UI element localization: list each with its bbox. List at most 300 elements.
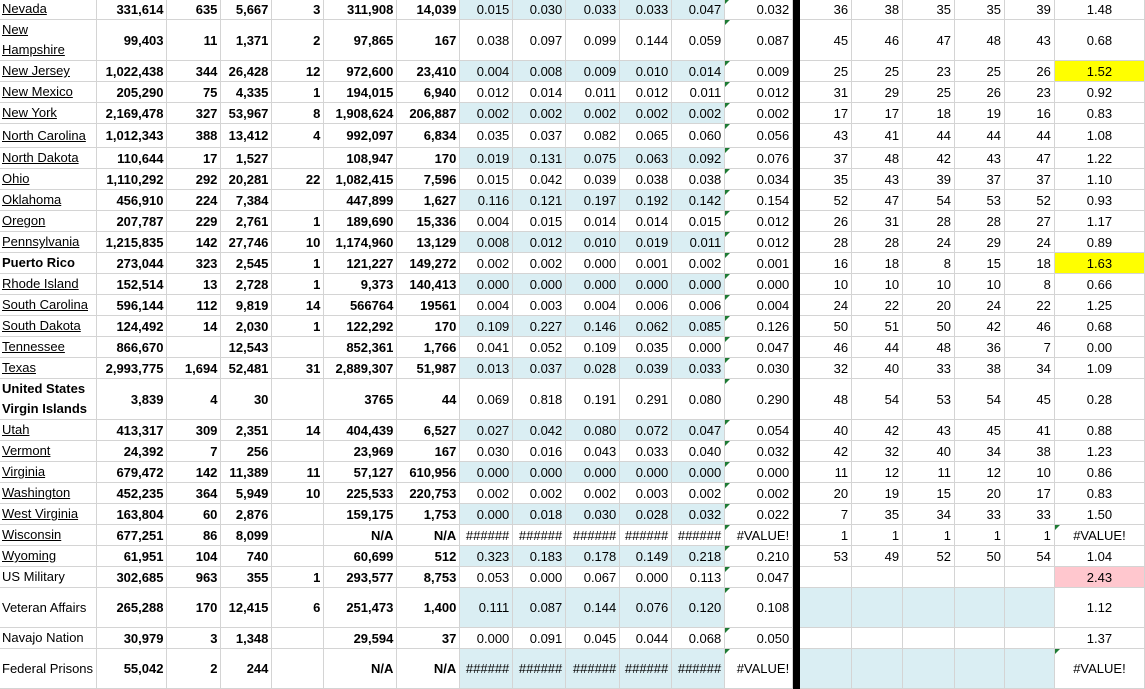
ratio-cell[interactable]: 0.016	[513, 441, 566, 462]
index-cell[interactable]: 1.12	[1054, 588, 1144, 628]
rank-cell[interactable]: 47	[1004, 148, 1054, 169]
rank-cell[interactable]: 20	[903, 295, 955, 316]
rank-cell[interactable]: 54	[955, 379, 1005, 420]
rank-cell[interactable]: 48	[955, 20, 1005, 61]
ratio-cell[interactable]: 0.002	[460, 253, 513, 274]
count-cell[interactable]: 52,481	[221, 358, 272, 379]
rank-cell[interactable]: 43	[955, 148, 1005, 169]
ratio-cell[interactable]: 0.040	[672, 441, 725, 462]
average-cell[interactable]: 0.032	[725, 441, 793, 462]
count-cell[interactable]: 1,022,438	[97, 61, 167, 82]
rank-cell[interactable]: 43	[852, 169, 903, 190]
rank-cell[interactable]: 35	[903, 0, 955, 20]
ratio-cell[interactable]: 0.033	[566, 0, 620, 20]
count-cell[interactable]: 256	[221, 441, 272, 462]
row-label-cell[interactable]	[0, 441, 97, 462]
count-cell[interactable]: 447,899	[324, 190, 397, 211]
rank-cell[interactable]: 27	[1004, 211, 1054, 232]
rank-cell[interactable]: 28	[800, 232, 852, 253]
ratio-cell[interactable]: 0.038	[460, 20, 513, 61]
count-cell[interactable]: 104	[167, 546, 221, 567]
ratio-cell[interactable]: 0.000	[672, 337, 725, 358]
average-cell[interactable]: 0.032	[725, 0, 793, 20]
rank-cell[interactable]: 33	[955, 504, 1005, 525]
count-cell[interactable]: 229	[167, 211, 221, 232]
ratio-cell[interactable]: 0.028	[620, 504, 672, 525]
ratio-cell[interactable]: 0.111	[460, 588, 513, 628]
rank-cell[interactable]: 44	[1004, 124, 1054, 148]
rank-cell[interactable]	[852, 628, 903, 649]
count-cell[interactable]: 29,594	[324, 628, 397, 649]
count-cell[interactable]: 344	[167, 61, 221, 82]
ratio-cell[interactable]: 0.059	[672, 20, 725, 61]
count-cell[interactable]: 15,336	[397, 211, 460, 232]
ratio-cell[interactable]: 0.085	[672, 316, 725, 337]
count-cell[interactable]: 37	[397, 628, 460, 649]
count-cell[interactable]: 566764	[324, 295, 397, 316]
count-cell[interactable]: 7	[167, 441, 221, 462]
rank-cell[interactable]: 1	[852, 525, 903, 546]
count-cell[interactable]: 1	[272, 274, 324, 295]
count-cell[interactable]	[272, 525, 324, 546]
count-cell[interactable]: 1,215,835	[97, 232, 167, 253]
ratio-cell[interactable]: 0.009	[566, 61, 620, 82]
ratio-cell[interactable]: 0.068	[672, 628, 725, 649]
ratio-cell[interactable]: 0.013	[460, 358, 513, 379]
ratio-cell[interactable]: ######	[513, 525, 566, 546]
average-cell[interactable]: 0.012	[725, 211, 793, 232]
average-cell[interactable]: 0.000	[725, 462, 793, 483]
count-cell[interactable]: 124,492	[97, 316, 167, 337]
rank-cell[interactable]: 12	[852, 462, 903, 483]
rank-cell[interactable]	[903, 567, 955, 588]
rank-cell[interactable]: 25	[800, 61, 852, 82]
index-cell[interactable]: 0.83	[1054, 483, 1144, 504]
average-cell[interactable]: 0.030	[725, 358, 793, 379]
ratio-cell[interactable]: 0.002	[672, 483, 725, 504]
average-cell[interactable]: 0.126	[725, 316, 793, 337]
rank-cell[interactable]: 54	[903, 190, 955, 211]
count-cell[interactable]: 2	[167, 649, 221, 689]
count-cell[interactable]: 3	[272, 0, 324, 20]
count-cell[interactable]: 1	[272, 82, 324, 103]
count-cell[interactable]: 309	[167, 420, 221, 441]
rank-cell[interactable]: 46	[852, 20, 903, 61]
ratio-cell[interactable]: 0.291	[620, 379, 672, 420]
ratio-cell[interactable]: 0.002	[513, 253, 566, 274]
count-cell[interactable]: 12	[272, 61, 324, 82]
count-cell[interactable]: 293,577	[324, 567, 397, 588]
ratio-cell[interactable]: 0.004	[460, 295, 513, 316]
ratio-cell[interactable]: 0.000	[672, 274, 725, 295]
count-cell[interactable]: 170	[397, 316, 460, 337]
state-link[interactable]: New Mexico	[2, 84, 73, 99]
average-cell[interactable]: 0.012	[725, 232, 793, 253]
ratio-cell[interactable]: 0.113	[672, 567, 725, 588]
ratio-cell[interactable]: 0.014	[513, 82, 566, 103]
rank-cell[interactable]: 25	[903, 82, 955, 103]
ratio-cell[interactable]: 0.015	[513, 211, 566, 232]
row-label-cell[interactable]	[0, 124, 97, 148]
rank-cell[interactable]: 18	[1004, 253, 1054, 274]
rank-cell[interactable]: 24	[800, 295, 852, 316]
ratio-cell[interactable]: 0.099	[566, 20, 620, 61]
count-cell[interactable]: 9,819	[221, 295, 272, 316]
ratio-cell[interactable]: 0.015	[460, 0, 513, 20]
row-label-cell[interactable]	[0, 504, 97, 525]
ratio-cell[interactable]: 0.030	[513, 0, 566, 20]
rank-cell[interactable]: 40	[800, 420, 852, 441]
count-cell[interactable]: 1	[272, 253, 324, 274]
rank-cell[interactable]: 16	[1004, 103, 1054, 124]
rank-cell[interactable]: 50	[903, 316, 955, 337]
index-cell[interactable]: #VALUE!	[1054, 525, 1144, 546]
state-link[interactable]: Oregon	[2, 213, 46, 228]
ratio-cell[interactable]: ######	[566, 525, 620, 546]
ratio-cell[interactable]: 0.076	[620, 588, 672, 628]
row-label-cell[interactable]	[0, 20, 97, 61]
count-cell[interactable]: 355	[221, 567, 272, 588]
row-label-cell[interactable]	[0, 295, 97, 316]
count-cell[interactable]: 110,644	[97, 148, 167, 169]
rank-cell[interactable]: 20	[955, 483, 1005, 504]
count-cell[interactable]: 456,910	[97, 190, 167, 211]
ratio-cell[interactable]: 0.000	[566, 462, 620, 483]
rank-cell[interactable]: 24	[903, 232, 955, 253]
index-cell[interactable]: 0.86	[1054, 462, 1144, 483]
ratio-cell[interactable]: 0.002	[513, 103, 566, 124]
ratio-cell[interactable]: 0.080	[672, 379, 725, 420]
rank-cell[interactable]	[1004, 567, 1054, 588]
ratio-cell[interactable]: 0.004	[566, 295, 620, 316]
count-cell[interactable]: 14	[272, 420, 324, 441]
count-cell[interactable]: 1	[272, 567, 324, 588]
count-cell[interactable]: 194,015	[324, 82, 397, 103]
rank-cell[interactable]: 1	[903, 525, 955, 546]
index-cell[interactable]: 0.28	[1054, 379, 1144, 420]
count-cell[interactable]: 1,012,343	[97, 124, 167, 148]
count-cell[interactable]: 679,472	[97, 462, 167, 483]
count-cell[interactable]: 1,766	[397, 337, 460, 358]
rank-cell[interactable]: 16	[800, 253, 852, 274]
rank-cell[interactable]: 26	[955, 82, 1005, 103]
ratio-cell[interactable]: 0.014	[620, 211, 672, 232]
rank-cell[interactable]: 20	[800, 483, 852, 504]
state-link[interactable]: North Carolina	[2, 127, 86, 143]
rank-cell[interactable]: 36	[955, 337, 1005, 358]
rank-cell[interactable]: 54	[852, 379, 903, 420]
rank-cell[interactable]: 29	[852, 82, 903, 103]
ratio-cell[interactable]: 0.032	[672, 504, 725, 525]
ratio-cell[interactable]: 0.197	[566, 190, 620, 211]
rank-cell[interactable]: 31	[800, 82, 852, 103]
ratio-cell[interactable]: 0.018	[513, 504, 566, 525]
rank-cell[interactable]: 17	[852, 103, 903, 124]
count-cell[interactable]: 327	[167, 103, 221, 124]
row-label-cell[interactable]	[0, 274, 97, 295]
index-cell[interactable]: 0.68	[1054, 20, 1144, 61]
ratio-cell[interactable]: 0.008	[460, 232, 513, 253]
index-cell[interactable]: 2.43	[1054, 567, 1144, 588]
count-cell[interactable]	[272, 441, 324, 462]
count-cell[interactable]: 22	[272, 169, 324, 190]
rank-cell[interactable]	[955, 588, 1005, 628]
ratio-cell[interactable]: 0.116	[460, 190, 513, 211]
ratio-cell[interactable]: 0.146	[566, 316, 620, 337]
ratio-cell[interactable]: 0.142	[672, 190, 725, 211]
ratio-cell[interactable]: 0.109	[460, 316, 513, 337]
count-cell[interactable]: 53,967	[221, 103, 272, 124]
state-link[interactable]: Nevada	[2, 1, 47, 16]
count-cell[interactable]: 11	[272, 462, 324, 483]
count-cell[interactable]: 292	[167, 169, 221, 190]
row-label-cell[interactable]	[0, 337, 97, 358]
count-cell[interactable]: 1,082,415	[324, 169, 397, 190]
rank-cell[interactable]: 43	[1004, 20, 1054, 61]
rank-cell[interactable]: 53	[903, 379, 955, 420]
rank-cell[interactable]: 10	[1004, 462, 1054, 483]
rank-cell[interactable]: 43	[903, 420, 955, 441]
count-cell[interactable]: 11	[167, 20, 221, 61]
count-cell[interactable]: 2,030	[221, 316, 272, 337]
rank-cell[interactable]: 25	[955, 61, 1005, 82]
rank-cell[interactable]: 19	[955, 103, 1005, 124]
count-cell[interactable]: 60,699	[324, 546, 397, 567]
ratio-cell[interactable]: 0.002	[620, 103, 672, 124]
ratio-cell[interactable]: 0.028	[566, 358, 620, 379]
count-cell[interactable]: 86	[167, 525, 221, 546]
ratio-cell[interactable]: 0.014	[672, 61, 725, 82]
count-cell[interactable]: 167	[397, 20, 460, 61]
row-label-cell[interactable]	[0, 546, 97, 567]
state-link[interactable]: Utah	[2, 422, 30, 437]
ratio-cell[interactable]: 0.060	[672, 124, 725, 148]
state-link[interactable]: Ohio	[2, 171, 30, 186]
ratio-cell[interactable]: 0.000	[513, 462, 566, 483]
row-label-cell[interactable]	[0, 253, 97, 274]
row-label-cell[interactable]	[0, 61, 97, 82]
ratio-cell[interactable]: 0.149	[620, 546, 672, 567]
rank-cell[interactable]: 1	[1004, 525, 1054, 546]
state-link[interactable]: Wyoming	[2, 548, 57, 563]
ratio-cell[interactable]: 0.072	[620, 420, 672, 441]
count-cell[interactable]: 224	[167, 190, 221, 211]
state-link[interactable]: North Dakota	[2, 150, 79, 165]
ratio-cell[interactable]: 0.001	[620, 253, 672, 274]
count-cell[interactable]: 14	[272, 295, 324, 316]
rank-cell[interactable]: 51	[852, 316, 903, 337]
index-cell[interactable]: 0.92	[1054, 82, 1144, 103]
count-cell[interactable]: 20,281	[221, 169, 272, 190]
count-cell[interactable]: 60	[167, 504, 221, 525]
ratio-cell[interactable]: 0.011	[672, 82, 725, 103]
count-cell[interactable]: 23,969	[324, 441, 397, 462]
rank-cell[interactable]: 42	[955, 316, 1005, 337]
average-cell[interactable]: 0.022	[725, 504, 793, 525]
count-cell[interactable]: 12,543	[221, 337, 272, 358]
ratio-cell[interactable]: 0.039	[620, 358, 672, 379]
state-link[interactable]: New Jersey	[2, 63, 70, 78]
rank-cell[interactable]: 1	[800, 525, 852, 546]
rank-cell[interactable]: 36	[800, 0, 852, 20]
ratio-cell[interactable]: 0.003	[513, 295, 566, 316]
rank-cell[interactable]: 46	[800, 337, 852, 358]
ratio-cell[interactable]: 0.087	[513, 588, 566, 628]
rank-cell[interactable]: 17	[800, 103, 852, 124]
rank-cell[interactable]: 22	[852, 295, 903, 316]
ratio-cell[interactable]: ######	[566, 649, 620, 689]
state-link[interactable]: New York	[2, 105, 57, 120]
state-link[interactable]: Vermont	[2, 443, 51, 458]
count-cell[interactable]	[272, 628, 324, 649]
ratio-cell[interactable]: 0.000	[460, 628, 513, 649]
rank-cell[interactable]	[955, 567, 1005, 588]
count-cell[interactable]: 2,728	[221, 274, 272, 295]
count-cell[interactable]: 1	[272, 316, 324, 337]
count-cell[interactable]: 55,042	[97, 649, 167, 689]
count-cell[interactable]: 99,403	[97, 20, 167, 61]
rank-cell[interactable]: 8	[903, 253, 955, 274]
rank-cell[interactable]	[903, 588, 955, 628]
ratio-cell[interactable]: 0.011	[672, 232, 725, 253]
average-cell[interactable]: 0.210	[725, 546, 793, 567]
rank-cell[interactable]: 38	[1004, 441, 1054, 462]
ratio-cell[interactable]: 0.042	[513, 420, 566, 441]
ratio-cell[interactable]: 0.067	[566, 567, 620, 588]
rank-cell[interactable]	[955, 628, 1005, 649]
average-cell[interactable]: 0.154	[725, 190, 793, 211]
count-cell[interactable]: 4,335	[221, 82, 272, 103]
average-cell[interactable]: 0.087	[725, 20, 793, 61]
count-cell[interactable]: 8,099	[221, 525, 272, 546]
ratio-cell[interactable]: 0.042	[513, 169, 566, 190]
count-cell[interactable]: 265,288	[97, 588, 167, 628]
count-cell[interactable]: 75	[167, 82, 221, 103]
rank-cell[interactable]: 33	[1004, 504, 1054, 525]
count-cell[interactable]: 13,129	[397, 232, 460, 253]
count-cell[interactable]: 251,473	[324, 588, 397, 628]
state-link[interactable]: Tennessee	[2, 339, 65, 354]
count-cell[interactable]: 152,514	[97, 274, 167, 295]
count-cell[interactable]: 6,834	[397, 124, 460, 148]
ratio-cell[interactable]: 0.041	[460, 337, 513, 358]
rank-cell[interactable]: 48	[800, 379, 852, 420]
count-cell[interactable]: N/A	[397, 649, 460, 689]
ratio-cell[interactable]: 0.006	[672, 295, 725, 316]
count-cell[interactable]: 167	[397, 441, 460, 462]
ratio-cell[interactable]: 0.000	[460, 462, 513, 483]
index-cell[interactable]: 0.00	[1054, 337, 1144, 358]
count-cell[interactable]	[272, 190, 324, 211]
state-link[interactable]: Wisconsin	[2, 527, 62, 542]
count-cell[interactable]: 2	[272, 20, 324, 61]
count-cell[interactable]: 635	[167, 0, 221, 20]
rank-cell[interactable]: 19	[852, 483, 903, 504]
count-cell[interactable]: 10	[272, 483, 324, 504]
count-cell[interactable]: 2,351	[221, 420, 272, 441]
rank-cell[interactable]: 26	[800, 211, 852, 232]
rank-cell[interactable]	[800, 567, 852, 588]
count-cell[interactable]: 1,174,960	[324, 232, 397, 253]
ratio-cell[interactable]: 0.192	[620, 190, 672, 211]
row-label-cell[interactable]	[0, 358, 97, 379]
ratio-cell[interactable]: 0.131	[513, 148, 566, 169]
count-cell[interactable]: 4	[272, 124, 324, 148]
rank-cell[interactable]: 45	[1004, 379, 1054, 420]
index-cell[interactable]: 1.37	[1054, 628, 1144, 649]
row-label-cell[interactable]	[0, 588, 97, 628]
count-cell[interactable]	[167, 337, 221, 358]
row-label-cell[interactable]	[0, 420, 97, 441]
count-cell[interactable]: 1,110,292	[97, 169, 167, 190]
rank-cell[interactable]: 40	[852, 358, 903, 379]
count-cell[interactable]: 3,839	[97, 379, 167, 420]
count-cell[interactable]: 30	[221, 379, 272, 420]
count-cell[interactable]: 610,956	[397, 462, 460, 483]
rank-cell[interactable]	[1004, 588, 1054, 628]
count-cell[interactable]	[272, 337, 324, 358]
ratio-cell[interactable]: 0.043	[566, 441, 620, 462]
rank-cell[interactable]: 42	[800, 441, 852, 462]
rank-cell[interactable]: 42	[852, 420, 903, 441]
rank-cell[interactable]: 26	[1004, 61, 1054, 82]
index-cell[interactable]: 1.48	[1054, 0, 1144, 20]
ratio-cell[interactable]: 0.037	[513, 124, 566, 148]
rank-cell[interactable]: 54	[1004, 546, 1054, 567]
ratio-cell[interactable]: 0.010	[566, 232, 620, 253]
rank-cell[interactable]: 47	[903, 20, 955, 61]
ratio-cell[interactable]: 0.044	[620, 628, 672, 649]
ratio-cell[interactable]: 0.144	[620, 20, 672, 61]
ratio-cell[interactable]: 0.091	[513, 628, 566, 649]
rank-cell[interactable]: 28	[852, 232, 903, 253]
rank-cell[interactable]: 44	[852, 337, 903, 358]
count-cell[interactable]: 866,670	[97, 337, 167, 358]
index-cell[interactable]: 1.10	[1054, 169, 1144, 190]
count-cell[interactable]: N/A	[324, 525, 397, 546]
ratio-cell[interactable]: ######	[460, 649, 513, 689]
ratio-cell[interactable]: 0.037	[513, 358, 566, 379]
ratio-cell[interactable]: 0.030	[566, 504, 620, 525]
rank-cell[interactable]: 10	[903, 274, 955, 295]
count-cell[interactable]: 740	[221, 546, 272, 567]
count-cell[interactable]: 1,371	[221, 20, 272, 61]
row-label-cell[interactable]	[0, 190, 97, 211]
rank-cell[interactable]: 45	[955, 420, 1005, 441]
average-cell[interactable]: 0.002	[725, 483, 793, 504]
rank-cell[interactable]: 49	[852, 546, 903, 567]
rank-cell[interactable]: 28	[955, 211, 1005, 232]
rank-cell[interactable]: 28	[903, 211, 955, 232]
rank-cell[interactable]: 39	[1004, 0, 1054, 20]
rank-cell[interactable]: 46	[1004, 316, 1054, 337]
rank-cell[interactable]: 34	[955, 441, 1005, 462]
average-cell[interactable]: 0.001	[725, 253, 793, 274]
rank-cell[interactable]: 35	[852, 504, 903, 525]
average-cell[interactable]: #VALUE!	[725, 525, 793, 546]
count-cell[interactable]: 10	[272, 232, 324, 253]
state-link[interactable]: West Virginia	[2, 506, 79, 521]
row-label-cell[interactable]	[0, 316, 97, 337]
rank-cell[interactable]: 42	[903, 148, 955, 169]
count-cell[interactable]: 1	[272, 211, 324, 232]
count-cell[interactable]: 189,690	[324, 211, 397, 232]
count-cell[interactable]: 3	[167, 628, 221, 649]
rank-cell[interactable]: 50	[955, 546, 1005, 567]
ratio-cell[interactable]: 0.144	[566, 588, 620, 628]
count-cell[interactable]: 159,175	[324, 504, 397, 525]
count-cell[interactable]: 364	[167, 483, 221, 504]
